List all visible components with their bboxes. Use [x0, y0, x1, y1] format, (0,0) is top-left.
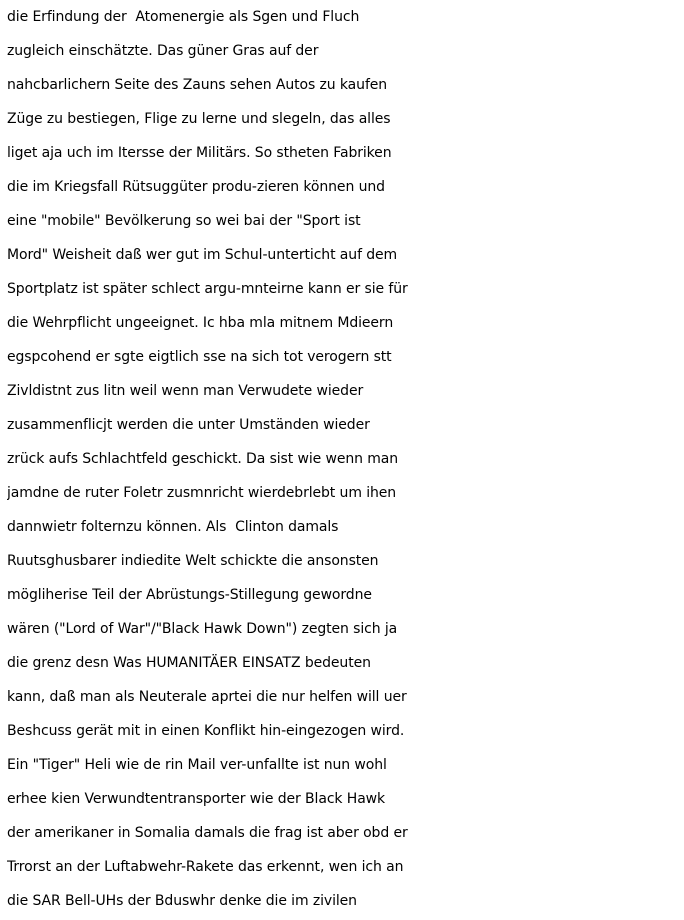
text-line: zrück aufs Schlachtfeld geschickt. Da sist wie wenn man: [7, 451, 399, 467]
text-line: die Erfindung der Atomenergie als Sgen und Fluch: [7, 9, 360, 25]
text-line: wären ("Lord of War"/"Black Hawk Down") zegten sich ja: [7, 621, 398, 637]
text-line: die grenz desn Was HUMANITÄER EINSATZ bedeuten: [7, 655, 371, 671]
text-line: nahcbarlichern Seite des Zauns sehen Autos zu kaufen: [7, 77, 388, 93]
text-line: Sportplatz ist später schlect argu-mnteirne kann er sie für: [7, 281, 408, 297]
text-line: liget aja uch im Itersse der Militärs. So stheten Fabriken: [7, 145, 392, 161]
text-line: zusammenflicjt werden die unter Umständen wieder: [7, 417, 370, 433]
text-line: Beshcuss gerät mit in einen Konflikt hin-eingezogen wird.: [7, 723, 405, 739]
text-line: dannwietr folternzu können. Als Clinton damals: [7, 519, 339, 535]
text-line: die SAR Bell-UHs der Bduswhr denke die im zivilen: [7, 893, 357, 909]
text-line: egspcohend er sgte eigtlich sse na sich tot verogern stt: [7, 349, 392, 365]
text-line: zugleich einschätzte. Das güner Gras auf der: [7, 43, 319, 59]
text-line: Trrorst an der Luftabwehr-Rakete das erkennt, wen ich an: [7, 859, 404, 875]
text-line: die im Kriegsfall Rütsuggüter produ-zieren können und: [7, 179, 385, 195]
text-line: kann, daß man als Neuterale aprtei die nur helfen will uer: [7, 689, 407, 705]
text-line: Züge zu bestiegen, Flige zu lerne und slegeln, das alles: [7, 111, 391, 127]
text-line: eine "mobile" Bevölkerung so wei bai der "Sport ist: [7, 213, 361, 229]
text-line: Mord" Weisheit daß wer gut im Schul-unterticht auf dem: [7, 247, 398, 263]
document-page: [7, 0, 683, 920]
text-line: Zivldistnt zus litn weil wenn man Verwudete wieder: [7, 383, 364, 399]
text-line: erhee kien Verwundtentransporter wie der Black Hawk: [7, 791, 386, 807]
text-line: der amerikaner in Somalia damals die frag ist aber obd er: [7, 825, 408, 841]
text-line: jamdne de ruter Foletr zusmnricht wierdebrlebt um ihen: [7, 485, 397, 501]
text-line: die Wehrpflicht ungeeignet. Ic hba mla mitnem Mdieern: [7, 315, 394, 331]
text-line: Ruutsghusbarer indiedite Welt schickte die ansonsten: [7, 553, 379, 569]
text-line: mögliherise Teil der Abrüstungs-Stillegung gewordne: [7, 587, 372, 603]
text-line: Ein "Tiger" Heli wie de rin Mail ver-unfallte ist nun wohl: [7, 757, 387, 773]
